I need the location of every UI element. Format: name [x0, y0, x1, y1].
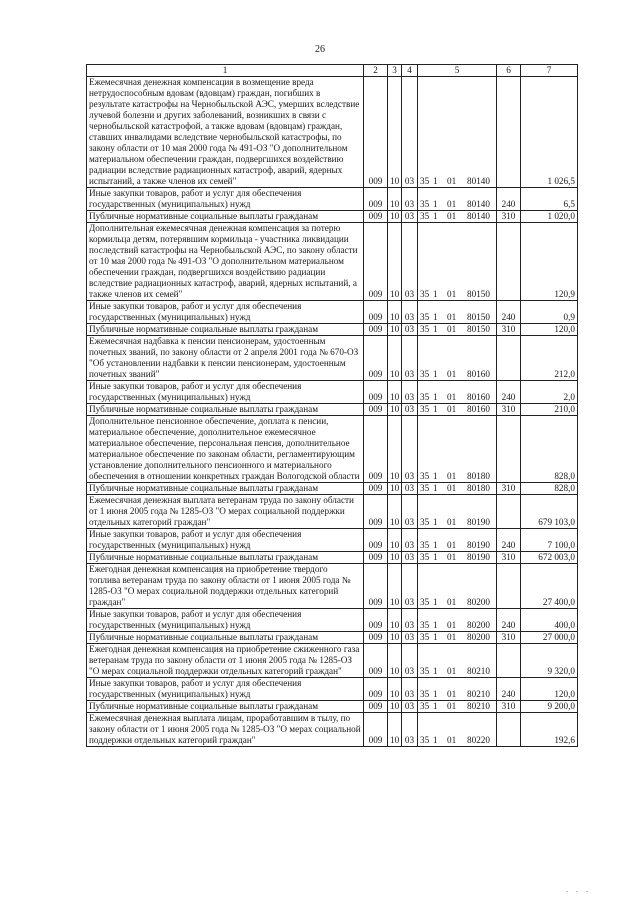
row-ministry-code: 009 [364, 495, 388, 529]
article-part-event: 01 [447, 666, 457, 676]
article-part-subprogram: 1 [433, 540, 438, 550]
article-part-subprogram: 1 [433, 483, 438, 493]
row-description: Публичные нормативные социальные выплаты гражданам [87, 324, 364, 336]
row-description: Ежемесячная денежная выплата ветеранам труда по закону области от 1 июня 2005 года № 1285-ОЗ "О мерах социальной поддержки отдельных категорий граждан" [87, 495, 364, 529]
article-part-event: 01 [447, 701, 457, 711]
article-part-direction: 80210 [467, 689, 490, 699]
row-description: Ежегодная денежная компенсация на приобретение сжиженного газа ветеранам труда по закону области от 1 июня 2005 года № 1285-ОЗ "О мерах социальной поддержки отдельных категорий граждан" [87, 644, 364, 678]
article-part-event: 01 [447, 471, 457, 481]
row-article-code [418, 495, 497, 529]
article-part-direction: 80200 [467, 597, 490, 607]
article-part-subprogram: 1 [433, 632, 438, 642]
article-part-direction: 80150 [467, 324, 490, 334]
article-part-program: 35 [420, 701, 430, 711]
article-part-program: 35 [420, 517, 430, 527]
article-part-program: 35 [420, 471, 430, 481]
row-amount: 1 020,0 [521, 211, 578, 223]
row-section-code: 10 [388, 188, 402, 211]
row-article-code [418, 632, 497, 644]
row-description: Иные закупки товаров, работ и услуг для обеспечения государственных (муниципальных) нужд [87, 529, 364, 552]
row-section-code: 10 [388, 678, 402, 701]
row-expense-type: 240 [497, 381, 521, 404]
row-subsection-code: 03 [402, 336, 418, 381]
row-article-code [418, 713, 497, 747]
row-article-code [418, 404, 497, 416]
article-part-event: 01 [447, 211, 457, 221]
article-part-subprogram: 1 [433, 735, 438, 745]
row-ministry-code: 009 [364, 564, 388, 609]
header-col-7: 7 [521, 65, 578, 77]
article-part-subprogram: 1 [433, 324, 438, 334]
article-part-event: 01 [447, 199, 457, 209]
row-description: Ежемесячная денежная компенсация в возмещение вреда нетрудоспособным вдовам (вдовцам) граждан, погибших в результате катастрофы на Чернобыльской АЭС, умерших вследствие лучевой болезни и других заболеваний, возникших в связи с чернобыльской катастрофой, а также вдовам (вдовцам) граждан, ставших инвалидами вследствие чернобыльской катастрофы, по закону области от 10 мая 2000 года № 491-ОЗ "О дополнительном материальном обеспечении граждан, подвергшихся воздействию радиации вследствие радиационных катастроф, аварий, ядерных испытаний, а также членов их семей" [87, 77, 364, 188]
row-ministry-code: 009 [364, 381, 388, 404]
row-expense-type [497, 77, 521, 188]
article-part-direction: 80210 [467, 701, 490, 711]
row-expense-type [497, 416, 521, 483]
row-article-code [418, 336, 497, 381]
row-expense-type: 240 [497, 609, 521, 632]
article-part-program: 35 [420, 552, 430, 562]
table-row [87, 483, 578, 495]
article-part-event: 01 [447, 620, 457, 630]
article-part-direction: 80160 [467, 404, 490, 414]
article-part-program: 35 [420, 404, 430, 414]
row-amount: 27 000,0 [521, 632, 578, 644]
row-expense-type: 310 [497, 701, 521, 713]
article-part-program: 35 [420, 735, 430, 745]
article-part-event: 01 [447, 517, 457, 527]
row-description: Публичные нормативные социальные выплаты гражданам [87, 552, 364, 564]
row-ministry-code: 009 [364, 211, 388, 223]
article-part-program: 35 [420, 199, 430, 209]
header-col-1: 1 [87, 65, 364, 77]
row-description: Дополнительная ежемесячная денежная компенсация за потерю кормильца детям, потерявшим кормильца - участника ликвидации последствий катастрофы на Чернобыльской АЭС, по закону области от 10 мая 2000 года № 491-ОЗ "О дополнительном материальном обеспечении граждан, подвергшихся воздействию радиации вследствие радиационных катастроф, аварий, ядерных испытаний, а также членов их семей" [87, 223, 364, 301]
table-row [87, 301, 578, 324]
article-part-direction: 80180 [467, 483, 490, 493]
article-part-subprogram: 1 [433, 701, 438, 711]
article-part-program: 35 [420, 483, 430, 493]
row-article-code [418, 301, 497, 324]
article-part-subprogram: 1 [433, 666, 438, 676]
table-row [87, 188, 578, 211]
row-section-code: 10 [388, 632, 402, 644]
page-number: 26 [315, 44, 325, 55]
article-part-program: 35 [420, 632, 430, 642]
row-section-code: 10 [388, 564, 402, 609]
table-row [87, 632, 578, 644]
row-description: Публичные нормативные социальные выплаты гражданам [87, 211, 364, 223]
table-row [87, 552, 578, 564]
article-part-direction: 80190 [467, 552, 490, 562]
article-part-direction: 80150 [467, 289, 490, 299]
row-section-code: 10 [388, 644, 402, 678]
row-expense-type: 240 [497, 301, 521, 324]
row-article-code [418, 416, 497, 483]
header-col-4: 4 [402, 65, 418, 77]
row-article-code [418, 483, 497, 495]
row-amount: 120,0 [521, 324, 578, 336]
row-expense-type: 310 [497, 211, 521, 223]
article-part-subprogram: 1 [433, 597, 438, 607]
row-description: Ежегодная денежная компенсация на приобретение твердого топлива ветеранам труда по закону области от 1 июня 2005 года № 1285-ОЗ "О мерах социальной поддержки отдельных категорий граждан" [87, 564, 364, 609]
article-part-program: 35 [420, 689, 430, 699]
row-ministry-code: 009 [364, 609, 388, 632]
row-expense-type: 310 [497, 483, 521, 495]
row-section-code: 10 [388, 529, 402, 552]
article-part-subprogram: 1 [433, 199, 438, 209]
article-part-subprogram: 1 [433, 552, 438, 562]
article-part-subprogram: 1 [433, 392, 438, 402]
row-description: Дополнительное пенсионное обеспечение, доплата к пенсии, материальное обеспечение, дополнительное ежемесячное материальное обеспечение, персональная пенсия, дополнительное материальное обеспечение по законам области, регламентирующим установление дополнительного пенсионного и материального обеспечения в отношении конкретных граждан Вологодской области [87, 416, 364, 483]
row-ministry-code: 009 [364, 713, 388, 747]
row-amount: 6,5 [521, 188, 578, 211]
row-amount: 2,0 [521, 381, 578, 404]
row-amount: 120,0 [521, 678, 578, 701]
row-expense-type [497, 223, 521, 301]
article-part-event: 01 [447, 735, 457, 745]
row-description: Ежемесячная надбавка к пенсии пенсионерам, удостоенным почетных званий, по закону области от 2 апреля 2001 года № 670-ОЗ "Об установлении надбавки к пенсии пенсионерам, удостоенным почетных званий" [87, 336, 364, 381]
row-subsection-code: 03 [402, 188, 418, 211]
row-expense-type [497, 564, 521, 609]
row-subsection-code: 03 [402, 301, 418, 324]
row-section-code: 10 [388, 483, 402, 495]
row-amount: 828,0 [521, 416, 578, 483]
article-part-event: 01 [447, 597, 457, 607]
row-ministry-code: 009 [364, 188, 388, 211]
row-amount: 210,0 [521, 404, 578, 416]
row-expense-type [497, 713, 521, 747]
row-subsection-code: 03 [402, 529, 418, 552]
table-body [87, 77, 578, 747]
row-subsection-code: 03 [402, 381, 418, 404]
table-row [87, 529, 578, 552]
row-ministry-code: 009 [364, 701, 388, 713]
row-amount: 0,9 [521, 301, 578, 324]
row-expense-type: 240 [497, 678, 521, 701]
row-article-code [418, 529, 497, 552]
row-section-code: 10 [388, 223, 402, 301]
row-subsection-code: 03 [402, 483, 418, 495]
row-section-code: 10 [388, 404, 402, 416]
article-part-direction: 80210 [467, 666, 490, 676]
article-part-program: 35 [420, 597, 430, 607]
row-section-code: 10 [388, 77, 402, 188]
article-part-program: 35 [420, 369, 430, 379]
row-ministry-code: 009 [364, 301, 388, 324]
row-ministry-code: 009 [364, 223, 388, 301]
article-part-event: 01 [447, 689, 457, 699]
row-amount: 679 103,0 [521, 495, 578, 529]
row-ministry-code: 009 [364, 416, 388, 483]
row-subsection-code: 03 [402, 404, 418, 416]
article-part-subprogram: 1 [433, 689, 438, 699]
row-amount: 9 200,0 [521, 701, 578, 713]
row-expense-type [497, 336, 521, 381]
article-part-direction: 80200 [467, 632, 490, 642]
row-article-code [418, 552, 497, 564]
row-amount: 120,9 [521, 223, 578, 301]
row-ministry-code: 009 [364, 529, 388, 552]
article-part-direction: 80180 [467, 471, 490, 481]
row-amount: 212,0 [521, 336, 578, 381]
article-part-direction: 80160 [467, 369, 490, 379]
article-part-direction: 80150 [467, 312, 490, 322]
row-subsection-code: 03 [402, 632, 418, 644]
table-row [87, 713, 578, 747]
row-description: Публичные нормативные социальные выплаты гражданам [87, 701, 364, 713]
row-description: Иные закупки товаров, работ и услуг для обеспечения государственных (муниципальных) нужд [87, 678, 364, 701]
row-subsection-code: 03 [402, 495, 418, 529]
row-amount: 1 026,5 [521, 77, 578, 188]
row-amount: 7 100,0 [521, 529, 578, 552]
article-part-subprogram: 1 [433, 404, 438, 414]
article-part-direction: 80190 [467, 517, 490, 527]
row-article-code [418, 644, 497, 678]
row-article-code [418, 678, 497, 701]
article-part-direction: 80160 [467, 392, 490, 402]
table-row [87, 564, 578, 609]
row-section-code: 10 [388, 552, 402, 564]
article-part-program: 35 [420, 289, 430, 299]
article-part-subprogram: 1 [433, 517, 438, 527]
table-row [87, 404, 578, 416]
article-part-subprogram: 1 [433, 312, 438, 322]
row-section-code: 10 [388, 495, 402, 529]
table-row [87, 211, 578, 223]
row-expense-type: 240 [497, 529, 521, 552]
row-section-code: 10 [388, 336, 402, 381]
article-part-program: 35 [420, 312, 430, 322]
table-row [87, 416, 578, 483]
article-part-subprogram: 1 [433, 369, 438, 379]
row-description: Публичные нормативные социальные выплаты гражданам [87, 483, 364, 495]
article-part-event: 01 [447, 312, 457, 322]
article-part-event: 01 [447, 289, 457, 299]
article-part-subprogram: 1 [433, 211, 438, 221]
article-part-event: 01 [447, 632, 457, 642]
header-col-3: 3 [388, 65, 402, 77]
row-subsection-code: 03 [402, 713, 418, 747]
table-row [87, 324, 578, 336]
row-subsection-code: 03 [402, 609, 418, 632]
table-row [87, 678, 578, 701]
table-row [87, 77, 578, 188]
row-subsection-code: 03 [402, 416, 418, 483]
row-section-code: 10 [388, 701, 402, 713]
row-ministry-code: 009 [364, 404, 388, 416]
article-part-event: 01 [447, 324, 457, 334]
row-expense-type [497, 495, 521, 529]
header-col-6: 6 [497, 65, 521, 77]
row-subsection-code: 03 [402, 211, 418, 223]
row-ministry-code: 009 [364, 678, 388, 701]
row-amount: 400,0 [521, 609, 578, 632]
row-ministry-code: 009 [364, 632, 388, 644]
article-part-direction: 80140 [467, 176, 490, 186]
row-section-code: 10 [388, 211, 402, 223]
row-ministry-code: 009 [364, 324, 388, 336]
article-part-direction: 80140 [467, 211, 490, 221]
article-part-direction: 80200 [467, 620, 490, 630]
article-part-direction: 80190 [467, 540, 490, 550]
article-part-direction: 80220 [467, 735, 490, 745]
row-subsection-code: 03 [402, 564, 418, 609]
article-part-event: 01 [447, 540, 457, 550]
row-expense-type: 310 [497, 324, 521, 336]
row-amount: 192,6 [521, 713, 578, 747]
budget-table [86, 64, 578, 747]
row-subsection-code: 03 [402, 324, 418, 336]
header-col-2: 2 [364, 65, 388, 77]
row-section-code: 10 [388, 301, 402, 324]
row-expense-type: 310 [497, 552, 521, 564]
table-header-row [87, 65, 578, 77]
article-part-event: 01 [447, 369, 457, 379]
row-subsection-code: 03 [402, 678, 418, 701]
row-article-code [418, 381, 497, 404]
row-section-code: 10 [388, 609, 402, 632]
header-col-5: 5 [418, 65, 497, 77]
article-part-subprogram: 1 [433, 289, 438, 299]
row-subsection-code: 03 [402, 223, 418, 301]
row-ministry-code: 009 [364, 483, 388, 495]
article-part-direction: 80140 [467, 199, 490, 209]
article-part-subprogram: 1 [433, 471, 438, 481]
article-part-program: 35 [420, 176, 430, 186]
row-section-code: 10 [388, 713, 402, 747]
row-amount: 828,0 [521, 483, 578, 495]
article-part-program: 35 [420, 666, 430, 676]
article-part-program: 35 [420, 392, 430, 402]
row-description: Иные закупки товаров, работ и услуг для обеспечения государственных (муниципальных) нужд [87, 301, 364, 324]
article-part-event: 01 [447, 392, 457, 402]
row-description: Иные закупки товаров, работ и услуг для обеспечения государственных (муниципальных) нужд [87, 188, 364, 211]
article-part-subprogram: 1 [433, 620, 438, 630]
row-article-code [418, 564, 497, 609]
row-article-code [418, 324, 497, 336]
table-row [87, 609, 578, 632]
row-description: Иные закупки товаров, работ и услуг для обеспечения государственных (муниципальных) нужд [87, 609, 364, 632]
table-row [87, 223, 578, 301]
table-row [87, 701, 578, 713]
row-expense-type [497, 644, 521, 678]
row-article-code [418, 211, 497, 223]
row-article-code [418, 223, 497, 301]
article-part-event: 01 [447, 552, 457, 562]
row-expense-type: 310 [497, 404, 521, 416]
table-row [87, 644, 578, 678]
scan-artifact: . . . [566, 885, 591, 894]
row-section-code: 10 [388, 324, 402, 336]
row-description: Публичные нормативные социальные выплаты гражданам [87, 632, 364, 644]
row-description: Иные закупки товаров, работ и услуг для обеспечения государственных (муниципальных) нужд [87, 381, 364, 404]
row-section-code: 10 [388, 381, 402, 404]
table-row [87, 495, 578, 529]
article-part-event: 01 [447, 404, 457, 414]
row-ministry-code: 009 [364, 552, 388, 564]
table-row [87, 336, 578, 381]
row-amount: 672 003,0 [521, 552, 578, 564]
row-amount: 9 320,0 [521, 644, 578, 678]
row-ministry-code: 009 [364, 336, 388, 381]
row-article-code [418, 609, 497, 632]
article-part-subprogram: 1 [433, 176, 438, 186]
row-expense-type: 310 [497, 632, 521, 644]
row-article-code [418, 701, 497, 713]
row-section-code: 10 [388, 416, 402, 483]
article-part-event: 01 [447, 483, 457, 493]
article-part-program: 35 [420, 324, 430, 334]
table-row [87, 381, 578, 404]
row-ministry-code: 009 [364, 77, 388, 188]
row-expense-type: 240 [497, 188, 521, 211]
article-part-program: 35 [420, 540, 430, 550]
row-subsection-code: 03 [402, 701, 418, 713]
row-subsection-code: 03 [402, 77, 418, 188]
row-article-code [418, 77, 497, 188]
row-ministry-code: 009 [364, 644, 388, 678]
row-subsection-code: 03 [402, 552, 418, 564]
row-description: Публичные нормативные социальные выплаты гражданам [87, 404, 364, 416]
row-description: Ежемесячная денежная выплата лицам, проработавшим в тылу, по закону области от 1 июня 2005 года № 1285-ОЗ "О мерах социальной поддержки отдельных категорий граждан" [87, 713, 364, 747]
row-subsection-code: 03 [402, 644, 418, 678]
article-part-event: 01 [447, 176, 457, 186]
article-part-program: 35 [420, 211, 430, 221]
row-article-code [418, 188, 497, 211]
row-amount: 27 400,0 [521, 564, 578, 609]
article-part-program: 35 [420, 620, 430, 630]
